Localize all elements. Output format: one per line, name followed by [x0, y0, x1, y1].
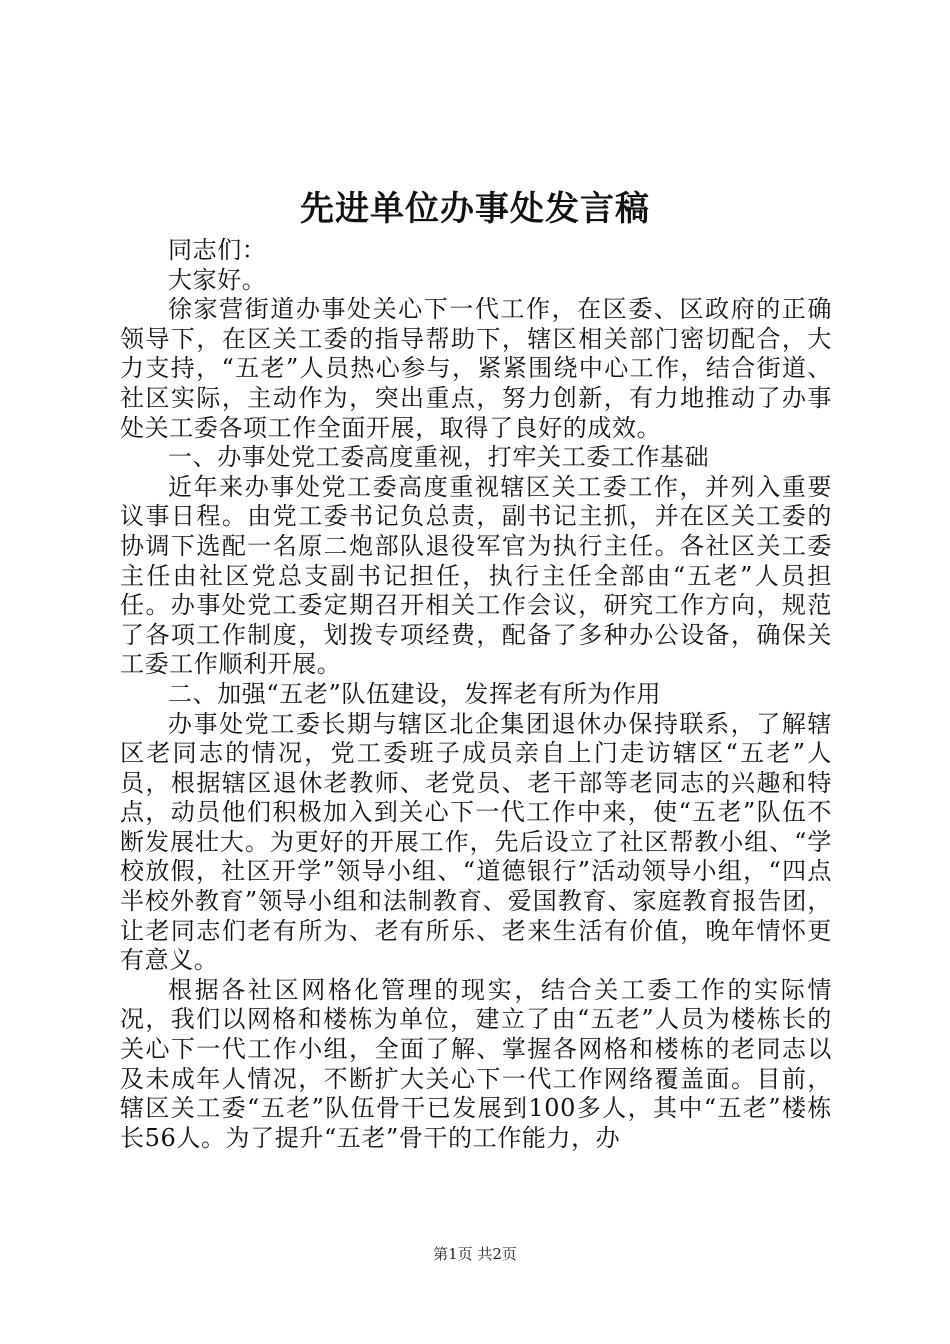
section-1-paragraph: 近年来办事处党工委高度重视辖区关工委工作，并列入重要议事日程。由党工委书记负总责，副书记主抓，并在区关工委的协调下选配一名原二炮部队退役军官为执行主任。各社区关工委主任由社区党总支副书记担任，执行主任全部由“五老”人员担任。办事处党工委定期召开相关工作会议，研究工作方向，规范了各项工作制度，划拨专项经费，配备了多种办公设备，确保关工委工作顺利开展。 — [120, 472, 832, 679]
greeting: 大家好。 — [168, 265, 267, 294]
document-title: 先进单位办事处发言稿 — [300, 189, 650, 229]
document-body — [120, 236, 832, 1153]
section-heading-2: 二、加强“五老”队伍建设，发挥老有所为作用 — [168, 679, 662, 708]
page-number-footer: 第1页 共2页 — [433, 1245, 517, 1263]
salutation: 同志们： — [168, 236, 267, 264]
section-2-paragraph-2: 根据各社区网格化管理的现实，结合关工委工作的实际情况，我们以网格和楼栋为单位，建立了由“五老”人员为楼栋长的关心下一代工作小组，全面了解、掌握各网格和楼栋的老同志以及未成年人情况，不断扩大关心下一代工作网络覆盖面。目前，辖区关工委“五老”队伍骨干已发展到100多人，其中“五老”楼栋长56人。为了提升“五老”骨干的工作能力，办 — [120, 975, 832, 1152]
section-heading-1: 一、办事处党工委高度重视，打牢关工委工作基础 — [168, 443, 710, 472]
intro-paragraph: 徐家营街道办事处关心下一代工作，在区委、区政府的正确领导下，在区关工委的指导帮助下，辖区相关部门密切配合，大力支持，“五老”人员热心参与，紧紧围绕中心工作，结合街道、社区实际，主动作为，突出重点，努力创新，有力地推动了办事处关工委各项工作全面开展，取得了良好的成效。 — [120, 295, 832, 442]
section-2-paragraph-1: 办事处党工委长期与辖区北企集团退休办保持联系，了解辖区老同志的情况，党工委班子成员亲自上门走访辖区“五老”人员，根据辖区退休老教师、老党员、老干部等老同志的兴趣和特点，动员他们积极加入到关心下一代工作中来，使“五老”队伍不断发展壮大。为更好的开展工作，先后设立了社区帮教小组、“学校放假，社区开学”领导小组、“道德银行”活动领导小组，“四点半校外教育”领导小组和法制教育、爱国教育、家庭教育报告团，让老同志们老有所为、老有所乐、老来生活有价值，晚年情怀更有意义。 — [120, 709, 832, 975]
